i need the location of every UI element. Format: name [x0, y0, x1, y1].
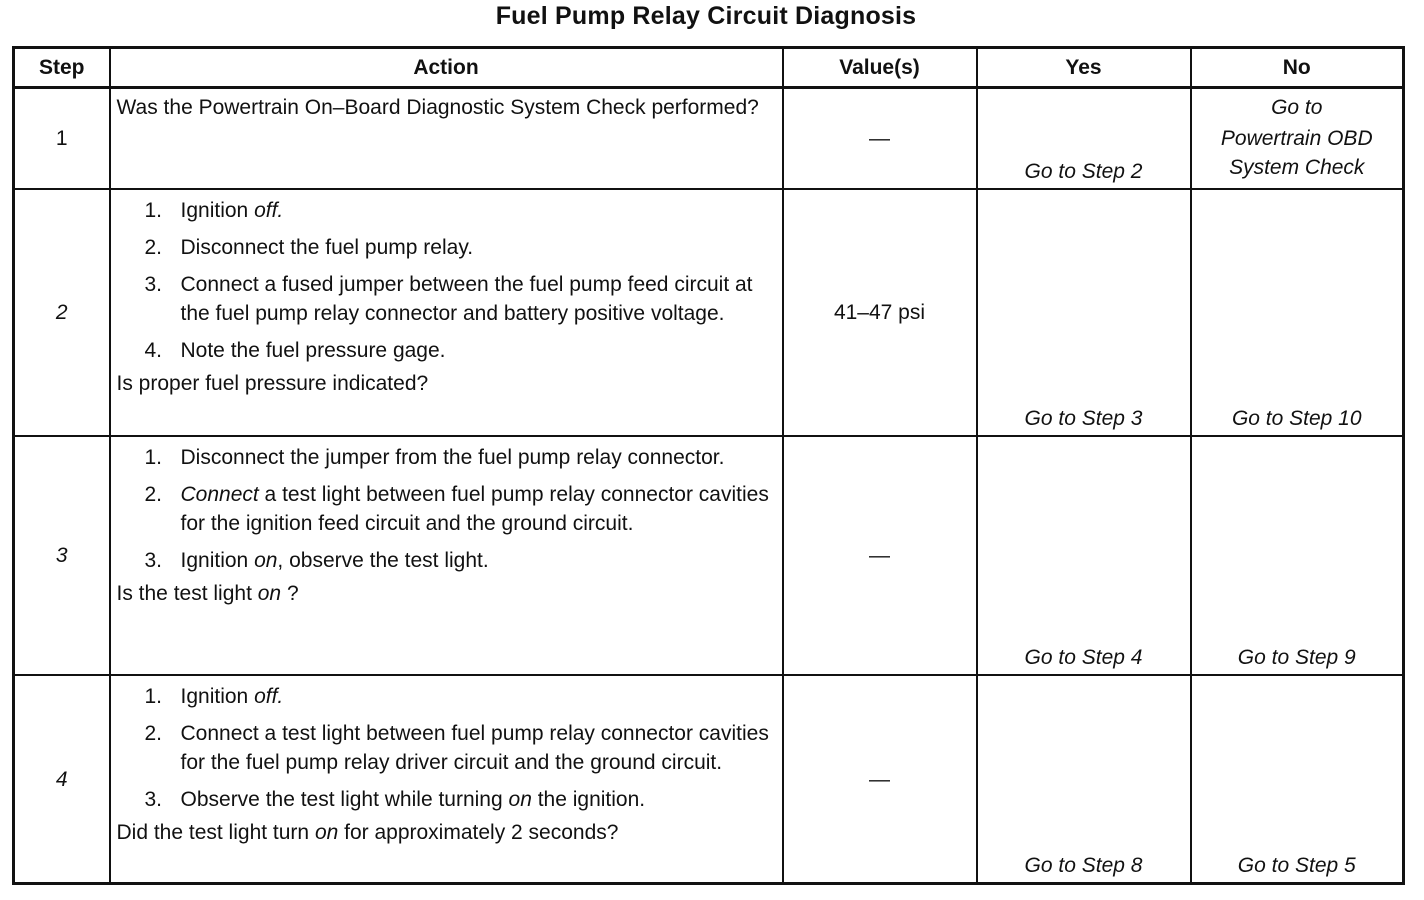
yes-link-text: Go to Step 8: [1024, 854, 1143, 877]
no-link-text: Go to Powertrain OBD System Check: [1220, 96, 1373, 179]
table-row: [14, 436, 1404, 675]
no-cell: [1191, 436, 1404, 675]
page-title: Fuel Pump Relay Circuit Diagnosis: [495, 2, 917, 30]
no-cell: [1191, 189, 1404, 436]
header-values: Value(s): [783, 48, 977, 88]
yes-link-text: Go to Step 2: [1024, 160, 1143, 183]
action-step: 1. Ignition off.: [144, 199, 284, 222]
action-step: 2. Connect a test light between fuel pump relay connector cavities for the ignition feed circuit and the ground circuit.: [144, 483, 769, 535]
header-action: Action: [110, 48, 783, 88]
action-steps-list: [111, 196, 782, 365]
action-cell: [110, 675, 783, 884]
action-cell: [110, 436, 783, 675]
step-number: 1: [14, 88, 110, 190]
action-step: 3. Connect a fused jumper between the fuel pump feed circuit at the fuel pump relay connector and battery positive voltage.: [144, 273, 753, 325]
yes-cell: [977, 675, 1191, 884]
action-question: Was the Powertrain On–Board Diagnostic System Check performed?: [116, 96, 759, 119]
no-link-text: Go to Step 10: [1231, 407, 1362, 430]
action-cell: [110, 189, 783, 436]
action-question: Did the test light turn on for approximately 2 seconds?: [116, 821, 619, 844]
table-row: [14, 675, 1404, 884]
header-row: [14, 48, 1404, 88]
yes-cell: [977, 189, 1191, 436]
action-question: Is proper fuel pressure indicated?: [116, 372, 429, 395]
action-question: Is the test light on ?: [116, 582, 299, 605]
step-number: 3: [14, 436, 110, 675]
table-row: [14, 189, 1404, 436]
action-step: 1. Ignition off.: [144, 685, 284, 708]
yes-link-text: Go to Step 4: [1024, 646, 1143, 669]
no-link-text: Go to Step 9: [1237, 646, 1356, 669]
action-step: 3. Observe the test light while turning on the ignition.: [144, 788, 646, 811]
diagnosis-table: [12, 46, 1405, 885]
action-step: 2. Disconnect the fuel pump relay.: [144, 236, 474, 259]
no-link-text: Go to Step 5: [1237, 854, 1356, 877]
header-step: Step: [14, 48, 110, 88]
no-cell: [1191, 88, 1404, 190]
yes-cell: [977, 436, 1191, 675]
step-number: 4: [14, 675, 110, 884]
yes-cell: [977, 88, 1191, 190]
action-step: 3. Ignition on, observe the test light.: [144, 549, 489, 572]
header-yes: Yes: [977, 48, 1191, 88]
action-step: 2. Connect a test light between fuel pump relay connector cavities for the fuel pump relay driver circuit and the ground circuit.: [144, 722, 769, 774]
value-cell: 41–47 psi: [783, 189, 977, 436]
table-row: [14, 88, 1404, 190]
value-cell: —: [783, 675, 977, 884]
action-steps-list: [111, 443, 782, 575]
action-steps-list: [111, 682, 782, 814]
action-cell: [110, 88, 783, 190]
no-cell: [1191, 675, 1404, 884]
value-cell: —: [783, 88, 977, 190]
value-cell: —: [783, 436, 977, 675]
header-no: No: [1191, 48, 1404, 88]
yes-link-text: Go to Step 3: [1024, 407, 1143, 430]
step-number: 2: [14, 189, 110, 436]
action-step: 1. Disconnect the jumper from the fuel pump relay connector.: [144, 446, 725, 469]
action-step: 4. Note the fuel pressure gage.: [144, 339, 446, 362]
